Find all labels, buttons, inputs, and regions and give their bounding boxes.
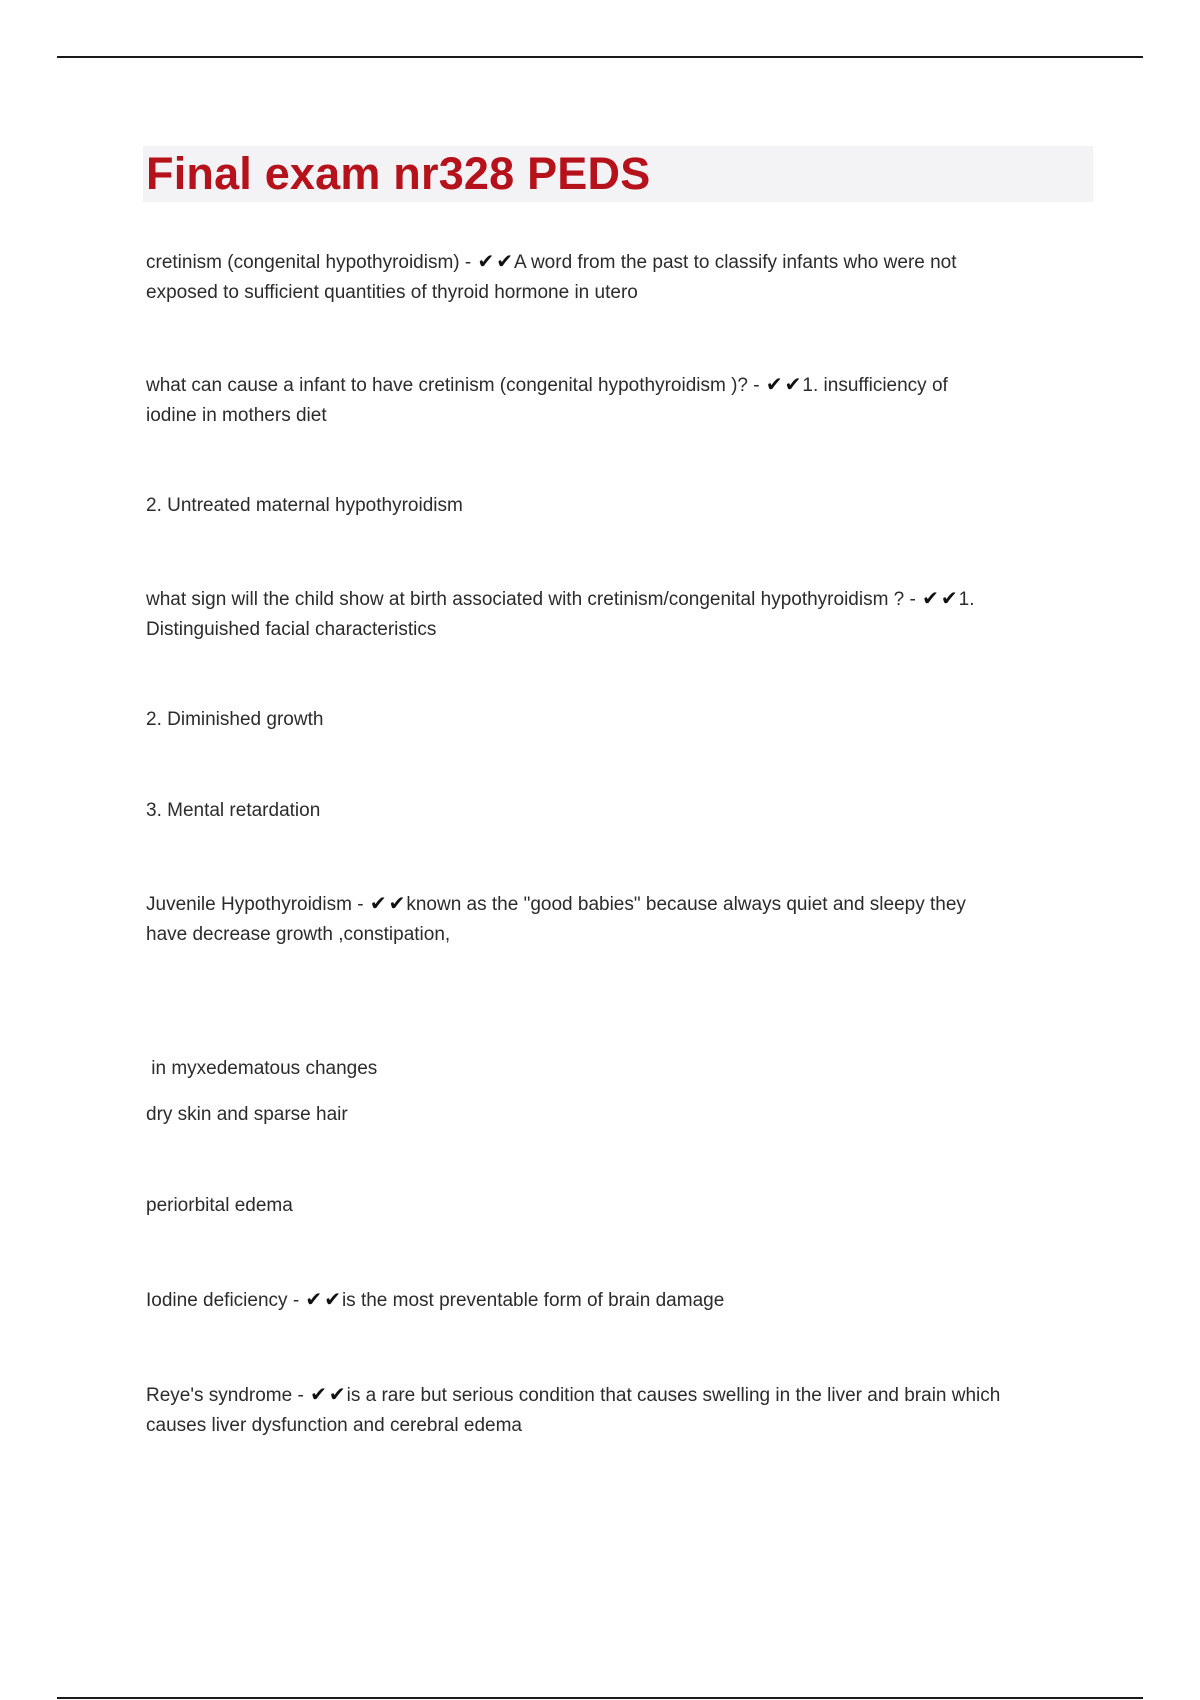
answer: A word from the past to classify infants who were not <box>514 252 957 273</box>
flashcard-entry <box>146 1284 1086 1316</box>
answer: is the most preventable form of brain damage <box>341 1290 725 1311</box>
answer-continued: Distinguished facial characteristics <box>146 619 437 640</box>
list-item: periorbital edema <box>146 1195 293 1216</box>
checkmark-icon: ✔ <box>477 249 495 273</box>
top-rule <box>57 56 1143 58</box>
checkmark-icon: ✔ <box>369 891 387 915</box>
answer-continued: have decrease growth ,constipation, <box>146 924 451 945</box>
checkmark-icon: ✔ <box>388 891 406 915</box>
checkmark-icon: ✔ <box>328 1382 346 1406</box>
list-item: dry skin and sparse hair <box>146 1104 348 1125</box>
flashcard-entry <box>146 246 1086 308</box>
checkmark-icon: ✔ <box>784 372 802 396</box>
checkmark-icon: ✔ <box>496 249 514 273</box>
answer: is a rare but serious condition that causes swelling in the liver and brain which <box>346 1385 1001 1406</box>
answer: known as the "good babies" because always quiet and sleepy they <box>406 894 966 915</box>
bottom-rule <box>57 1697 1143 1699</box>
term: Iodine deficiency - <box>146 1290 305 1311</box>
answer: 1. insufficiency of <box>802 375 948 396</box>
checkmark-icon: ✔ <box>922 586 939 610</box>
term: what sign will the child show at birth associated with cretinism/congenital hypothyroidism ? - <box>146 589 922 610</box>
flashcard-entry <box>146 583 1086 645</box>
answer-continued: causes liver dysfunction and cerebral edema <box>146 1415 522 1436</box>
checkmark-icon: ✔ <box>324 1287 341 1311</box>
document-title: Final exam nr328 PEDS <box>146 148 651 199</box>
term: cretinism (congenital hypothyroidism) - <box>146 252 477 273</box>
list-item: 3. Mental retardation <box>146 800 321 821</box>
list-item: 2. Diminished growth <box>146 709 324 730</box>
answer: 1. <box>958 589 975 610</box>
checkmark-icon: ✔ <box>765 372 783 396</box>
answer-continued: exposed to sufficient quantities of thyroid hormone in utero <box>146 282 638 303</box>
checkmark-icon: ✔ <box>305 1287 323 1311</box>
flashcard-entry <box>146 888 1086 950</box>
answer-continued: iodine in mothers diet <box>146 405 327 426</box>
flashcard-entry <box>146 369 1086 431</box>
term: Reye's syndrome - <box>146 1385 310 1406</box>
term: what can cause a infant to have cretinism (congenital hypothyroidism )? - <box>146 375 765 396</box>
flashcard-entry <box>146 1379 1086 1441</box>
list-item: in myxedematous changes <box>146 1058 378 1079</box>
list-item: 2. Untreated maternal hypothyroidism <box>146 495 463 516</box>
checkmark-icon: ✔ <box>940 586 958 610</box>
checkmark-icon: ✔ <box>310 1382 327 1406</box>
term: Juvenile Hypothyroidism - <box>146 894 369 915</box>
